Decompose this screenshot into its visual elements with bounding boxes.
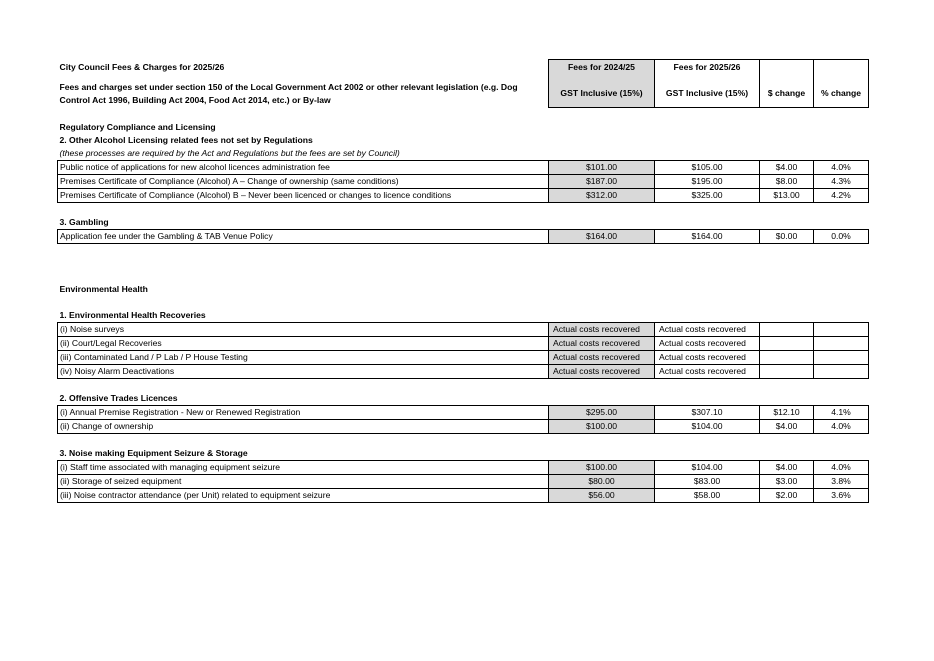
table-row [58,337,869,351]
fee-description: Premises Certificate of Compliance (Alcohol) A – Change of ownership (same conditions) [58,175,549,189]
fee-2025-26: $58.00 [655,489,760,503]
fee-2024-25: $56.00 [549,489,655,503]
col-header-2024-top: Fees for 2024/25 [549,60,655,76]
percent-change: 3.8% [814,475,869,489]
table-row [58,175,869,189]
fee-2025-26: Actual costs recovered [655,365,760,379]
section-heading-regulatory: Regulatory Compliance and Licensing [59,122,216,132]
fee-2024-25: Actual costs recovered [549,351,655,365]
col-header-dollar-change: $ change [760,80,814,108]
fee-description: Public notice of applications for new alcohol licences administration fee [58,161,549,175]
fees-sheet [57,59,868,503]
fee-description: (ii) Change of ownership [58,420,549,434]
fee-2025-26: Actual costs recovered [655,323,760,337]
percent-change [814,365,869,379]
dollar-change [760,337,814,351]
section-title-alcohol: 2. Other Alcohol Licensing related fees not set by Regulations [59,135,313,145]
fee-2025-26: Actual costs recovered [655,337,760,351]
table-row [58,351,869,365]
fee-description: (iii) Noise contractor attendance (per Unit) related to equipment seizure [58,489,549,503]
section-title-noise-seizure: 3. Noise making Equipment Seizure & Storage [59,448,248,458]
col-header-2025-top: Fees for 2025/26 [655,60,760,76]
fee-description: (iii) Contaminated Land / P Lab / P House Testing [58,351,549,365]
fee-2025-26: $307.10 [655,406,760,420]
table-row [58,323,869,337]
fee-2024-25: $312.00 [549,189,655,203]
percent-change [814,323,869,337]
table-row [58,365,869,379]
fee-2025-26: $105.00 [655,161,760,175]
fee-2024-25: $100.00 [549,420,655,434]
section-title-recoveries: 1. Environmental Health Recoveries [59,310,206,320]
fee-description: (i) Annual Premise Registration - New or Renewed Registration [58,406,549,420]
percent-change: 3.6% [814,489,869,503]
percent-change: 4.1% [814,406,869,420]
fee-2025-26: Actual costs recovered [655,351,760,365]
fee-2025-26: $195.00 [655,175,760,189]
section-heading-environmental: Environmental Health [59,284,148,294]
section-note-alcohol: (these processes are required by the Act and Regulations but the fees are set by Council) [59,148,400,158]
fee-2025-26: $104.00 [655,420,760,434]
table-row [58,406,869,420]
table-row [58,475,869,489]
table-row [58,189,869,203]
fee-2025-26: $325.00 [655,189,760,203]
fee-2024-25: $295.00 [549,406,655,420]
col-header-2025-bottom: GST Inclusive (15%) [655,80,760,108]
col-header-percent-change: % change [814,80,869,108]
fee-description: (i) Staff time associated with managing equipment seizure [58,461,549,475]
fee-description: (ii) Storage of seized equipment [58,475,549,489]
dollar-change: $0.00 [760,230,814,244]
dollar-change: $3.00 [760,475,814,489]
fee-2024-25: $187.00 [549,175,655,189]
fee-2024-25: $100.00 [549,461,655,475]
fee-2025-26: $164.00 [655,230,760,244]
dollar-change [760,365,814,379]
percent-change [814,351,869,365]
percent-change: 4.0% [814,161,869,175]
col-header-2024-bottom: GST Inclusive (15%) [549,80,655,108]
table-row [58,161,869,175]
dollar-change: $12.10 [760,406,814,420]
page-subtitle: Fees and charges set under section 150 of the Local Government Act 2002 or other relevant legislation (e.g. Dog Control Act 1996, Building Act 2004, Food Act 2014, etc.) or By-law [59,81,518,105]
dollar-change: $4.00 [760,161,814,175]
fees-table [57,59,869,503]
fee-2024-25: $101.00 [549,161,655,175]
table-row [58,461,869,475]
fee-description: (iv) Noisy Alarm Deactivations [58,365,549,379]
fee-description: Application fee under the Gambling & TAB Venue Policy [58,230,549,244]
fee-2025-26: $104.00 [655,461,760,475]
fee-2024-25: Actual costs recovered [549,365,655,379]
dollar-change: $2.00 [760,489,814,503]
fee-2024-25: $80.00 [549,475,655,489]
percent-change: 4.0% [814,461,869,475]
percent-change: 0.0% [814,230,869,244]
fee-2024-25: Actual costs recovered [549,337,655,351]
dollar-change: $8.00 [760,175,814,189]
fee-2024-25: Actual costs recovered [549,323,655,337]
percent-change: 4.3% [814,175,869,189]
percent-change [814,337,869,351]
fee-description: (i) Noise surveys [58,323,549,337]
percent-change: 4.0% [814,420,869,434]
fee-description: Premises Certificate of Compliance (Alcohol) B – Never been licenced or changes to licence conditions [58,189,549,203]
dollar-change [760,323,814,337]
table-row [58,420,869,434]
page-title: City Council Fees & Charges for 2025/26 [59,62,225,72]
fee-2025-26: $83.00 [655,475,760,489]
header-row-bottom [58,80,869,108]
header-row-top [58,60,869,76]
dollar-change [760,351,814,365]
dollar-change: $4.00 [760,461,814,475]
section-title-gambling: 3. Gambling [59,217,109,227]
fee-2024-25: $164.00 [549,230,655,244]
dollar-change: $13.00 [760,189,814,203]
fee-description: (ii) Court/Legal Recoveries [58,337,549,351]
section-title-offensive-trades: 2. Offensive Trades Licences [59,393,178,403]
table-row [58,230,869,244]
percent-change: 4.2% [814,189,869,203]
dollar-change: $4.00 [760,420,814,434]
table-row [58,489,869,503]
